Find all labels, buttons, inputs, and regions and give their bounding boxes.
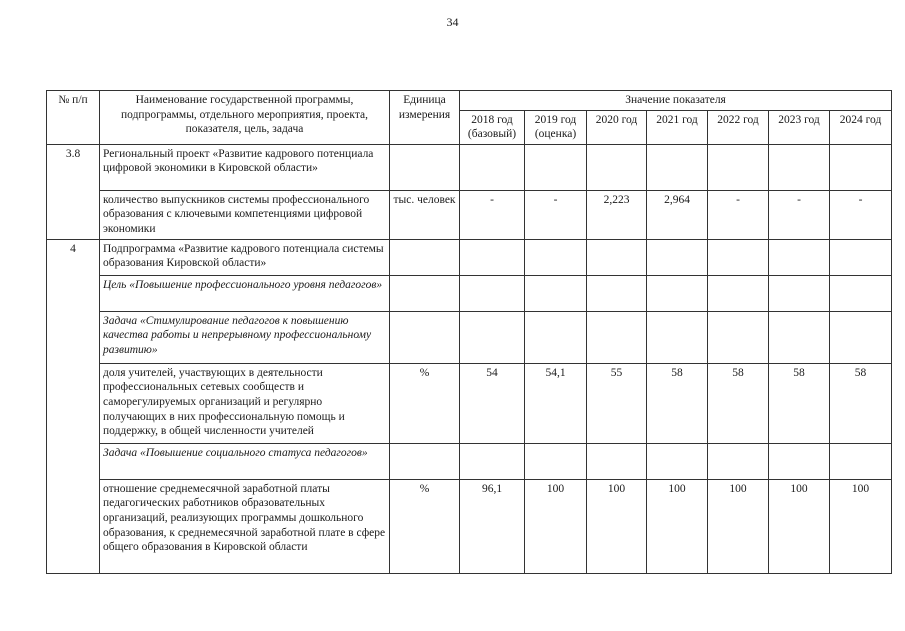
row-value: - [460, 190, 525, 239]
row-value: - [708, 190, 769, 239]
header-year: 2021 год [647, 110, 708, 144]
row-unit [390, 275, 460, 311]
row-name: Подпрограмма «Развитие кадрового потенциала системы образования Кировской области» [100, 239, 390, 275]
table-row [47, 311, 892, 363]
row-value [460, 275, 525, 311]
row-value [647, 443, 708, 479]
header-year: 2023 год [769, 110, 830, 144]
row-value: - [769, 190, 830, 239]
row-value [769, 144, 830, 190]
row-num: 4 [47, 239, 100, 573]
row-value: 55 [587, 363, 647, 443]
row-value: 100 [647, 479, 708, 573]
row-value [830, 144, 892, 190]
row-value: 58 [830, 363, 892, 443]
row-value [708, 275, 769, 311]
row-value [525, 275, 587, 311]
table-row [47, 239, 892, 275]
row-value: - [525, 190, 587, 239]
table-row [47, 443, 892, 479]
row-value [769, 311, 830, 363]
row-value: 2,964 [647, 190, 708, 239]
row-value [708, 311, 769, 363]
row-value: - [830, 190, 892, 239]
row-value [647, 275, 708, 311]
row-value [587, 311, 647, 363]
row-name: Региональный проект «Развитие кадрового потенциала цифровой экономики в Кировской области» [100, 144, 390, 190]
row-name: отношение среднемесячной заработной платы педагогических работников образовательных организаций, реализующих программы дошкольного образования, к среднемесячной заработной плате в сфере общего образования в Кировской области [100, 479, 390, 573]
row-value [769, 443, 830, 479]
row-unit [390, 239, 460, 275]
header-year: 2024 год [830, 110, 892, 144]
row-value [460, 311, 525, 363]
row-name: количество выпускников системы профессионального образования с ключевыми компетенциями цифровой экономики [100, 190, 390, 239]
table-row [47, 363, 892, 443]
header-name: Наименование государственной программы, подпрограммы, отдельного мероприятия, проекта, показателя, цель, задача [100, 91, 390, 145]
row-value [830, 239, 892, 275]
row-name: Задача «Стимулирование педагогов к повышению качества работы и непрерывному профессиональному развитию» [100, 311, 390, 363]
row-value [647, 144, 708, 190]
row-name: доля учителей, участвующих в деятельности профессиональных сетевых сообществ и саморегулируемых организаций и регулярно получающих в них профессиональную помощь и поддержку, в общей численности учителей [100, 363, 390, 443]
page-number: 34 [446, 15, 459, 29]
row-value [587, 144, 647, 190]
row-value [460, 443, 525, 479]
row-value: 96,1 [460, 479, 525, 573]
row-value: 58 [647, 363, 708, 443]
row-name: Цель «Повышение профессионального уровня педагогов» [100, 275, 390, 311]
row-value [708, 239, 769, 275]
table-row [47, 190, 892, 239]
row-value [525, 443, 587, 479]
row-unit [390, 311, 460, 363]
table-row [47, 479, 892, 573]
row-value [830, 443, 892, 479]
row-value: 2,223 [587, 190, 647, 239]
row-unit: % [390, 363, 460, 443]
row-name: Задача «Повышение социального статуса педагогов» [100, 443, 390, 479]
row-value [460, 239, 525, 275]
header-year: 2020 год [587, 110, 647, 144]
row-value [587, 443, 647, 479]
header-row-top [47, 91, 892, 111]
header-unit: Единица измерения [390, 91, 460, 145]
row-value [647, 239, 708, 275]
row-value [769, 275, 830, 311]
row-value: 100 [708, 479, 769, 573]
row-value [708, 144, 769, 190]
row-unit [390, 443, 460, 479]
row-value: 54 [460, 363, 525, 443]
table-row [47, 144, 892, 190]
row-num: 3.8 [47, 144, 100, 239]
row-value [587, 275, 647, 311]
row-value [525, 144, 587, 190]
row-value [587, 239, 647, 275]
row-value [830, 275, 892, 311]
row-value [769, 239, 830, 275]
table-row [47, 275, 892, 311]
row-value [525, 311, 587, 363]
row-value: 100 [830, 479, 892, 573]
row-value [708, 443, 769, 479]
row-value: 58 [769, 363, 830, 443]
indicator-table [46, 90, 892, 574]
row-value: 100 [587, 479, 647, 573]
row-value [460, 144, 525, 190]
header-num: № п/п [47, 91, 100, 145]
row-value [830, 311, 892, 363]
header-year: 2018 год (базовый) [460, 110, 525, 144]
header-year: 2019 год (оценка) [525, 110, 587, 144]
header-value-group: Значение показателя [460, 91, 892, 111]
row-value: 100 [525, 479, 587, 573]
row-unit: % [390, 479, 460, 573]
row-value [525, 239, 587, 275]
row-unit [390, 144, 460, 190]
row-unit: тыс. человек [390, 190, 460, 239]
header-year: 2022 год [708, 110, 769, 144]
row-value: 54,1 [525, 363, 587, 443]
row-value: 58 [708, 363, 769, 443]
row-value: 100 [769, 479, 830, 573]
row-value [647, 311, 708, 363]
